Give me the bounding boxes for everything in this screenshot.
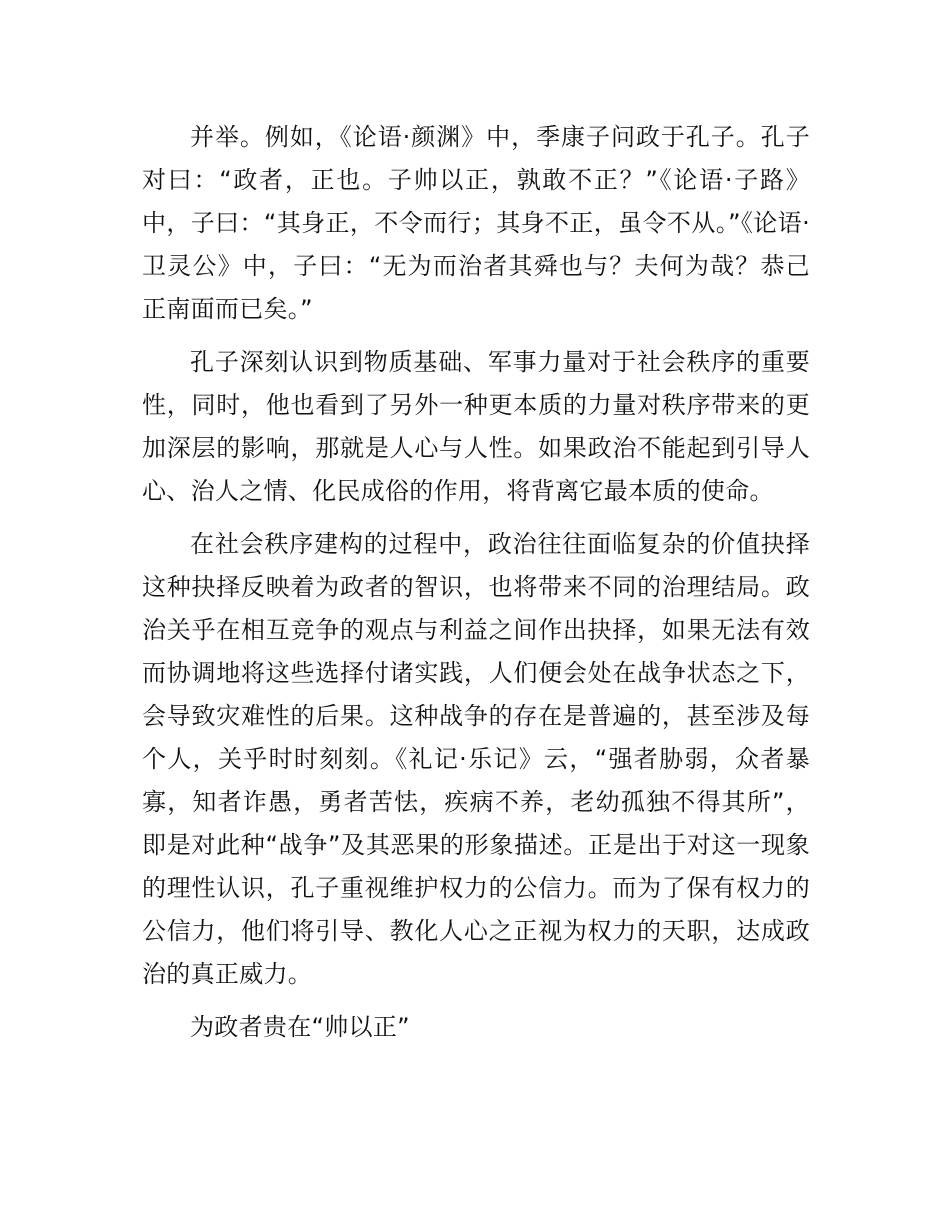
document-page [142,116,810,1049]
paragraph-human-nature: 孔子深刻认识到物质基础、军事力量对于社会秩序的重要性，同时，他也看到了另外一种更本质的力量对秩序带来的更加深层的影响，那就是人心与人性。如果政治不能起到引导人心、治人之情、化民成俗的作用，将背离它最本质的使命。 [142,348,810,505]
section-heading: 为政者贵在“帅以正” [190,1013,410,1041]
paragraph-value-choices: 在社会秩序建构的过程中，政治往往面临复杂的价值抉择这种抉择反映着为政者的智识，也将带来不同的治理结局。政治关乎在相互竞争的观点与利益之间作出抉择，如果无法有效而协调地将这些选择付诸实践，人们便会处在战争状态之下，会导致灾难性的后果。这种战争的存在是普遍的，甚至涉及每个人，关乎时时刻刻。《礼记·乐记》云，“强者胁弱，众者暴寡，知者诈愚，勇者苦怯，疾病不养，老幼孤独不得其所”，即是对此种“战争”及其恶果的形象描述。正是出于对这一现象的理性认识，孔子重视维护权力的公信力。而为了保有权力的公信力，他们将引导、教化人心之正视为权力的天职，达成政治的真正威力。 [142,530,810,988]
paragraph-analects-quotes: 并举。例如，《论语·颜渊》中，季康子问政于孔子。孔子对曰：“政者，正也。子帅以正，孰敢不正？”《论语·子路》中，子曰：“其身正，不令而行；其身不正，虽令不从。”《论语·卫灵公》中，子曰：“无为而治者其舜也与？夫何为哉？恭己正南面而已矣。” [142,123,810,323]
